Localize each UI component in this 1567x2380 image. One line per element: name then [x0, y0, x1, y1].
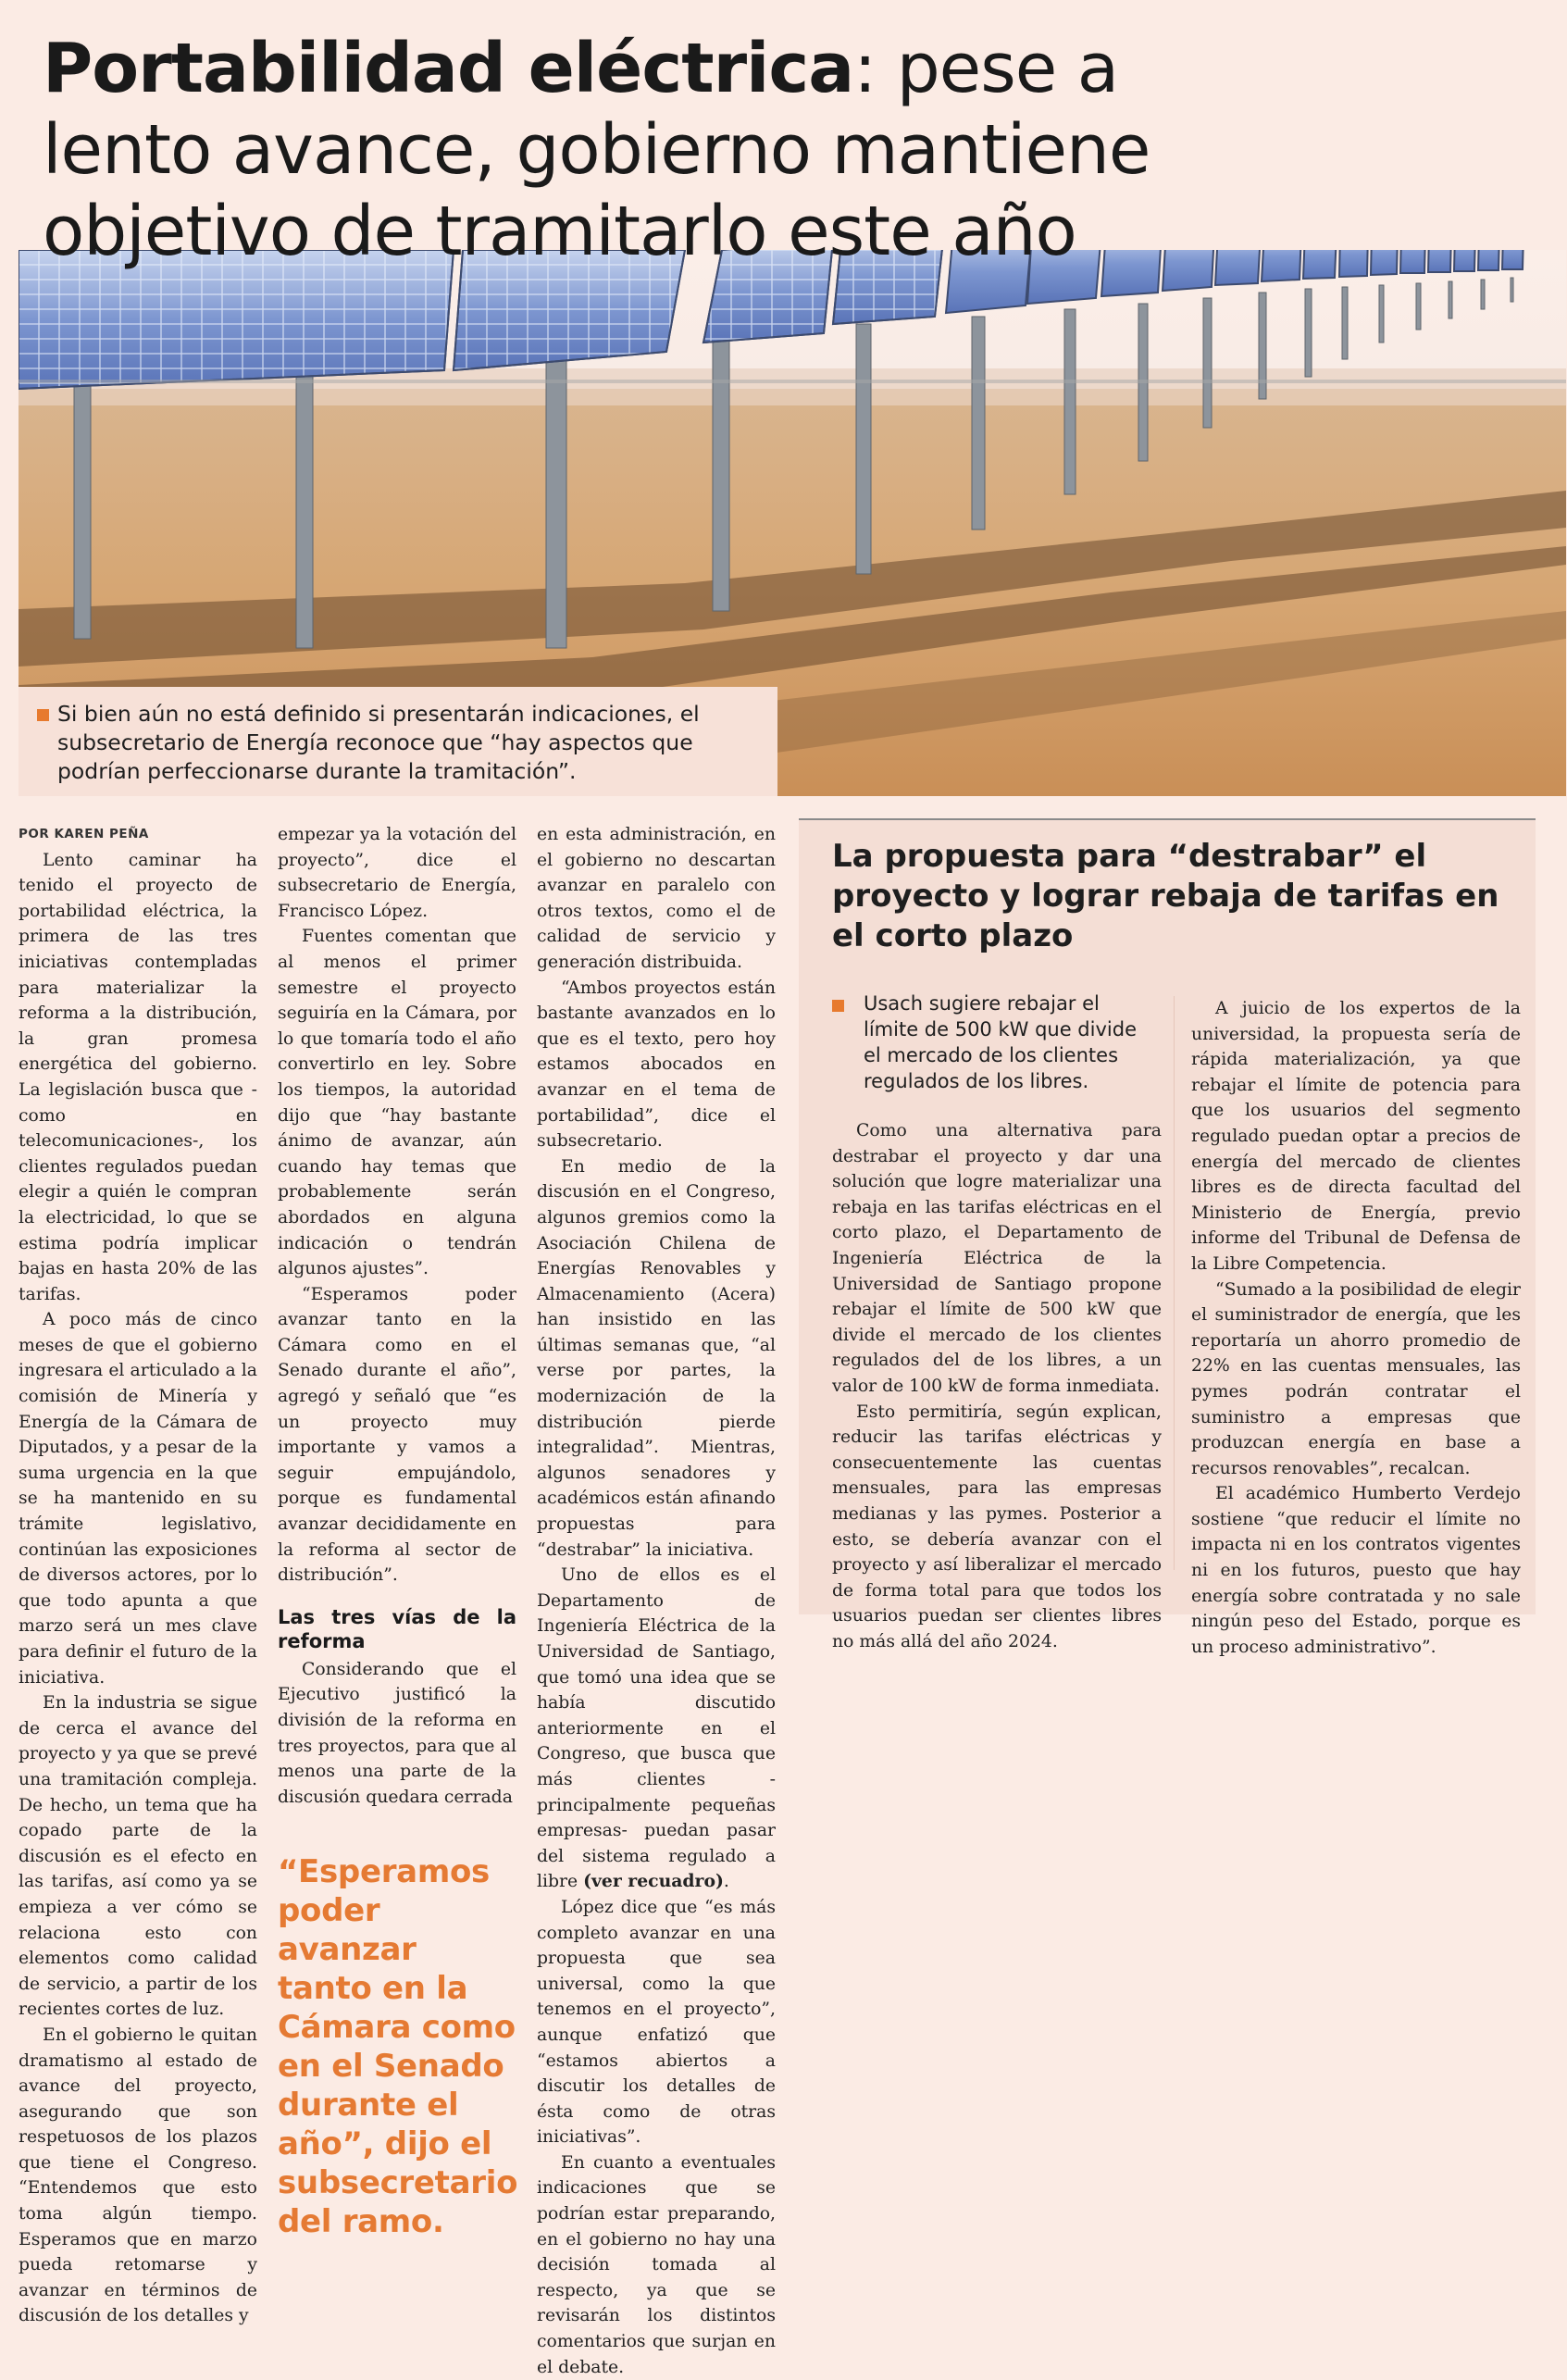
paragraph: El académico Humberto Verdejo sostiene “que reducir el límite no impacta ni en los contratos vigentes ni en los futuros, puesto que hay energía sobre contratada y no sale ningún peso del Estado, porque es un proceso administrativo”. [1191, 1484, 1521, 1657]
caption-text: Si bien aún no está definido si presentarán indicaciones, el subsecretario de Energía reconoce que “hay aspectos que podrían perfeccionarse durante la tramitación”. [57, 701, 700, 784]
paragraph [537, 1563, 776, 1895]
paragraph-text: Uno de ellos es el Departamento de Ingeniería Eléctrica de la Universidad de Santiago, que tomó una idea que se había discutido anteriormente en el Congreso, que busca que más clientes -principalmente pequeñas empresas- puedan pasar del sistema regulado a libre [537, 1565, 776, 1892]
divider [1174, 996, 1175, 1570]
paragraph: A juicio de los expertos de la universidad, la propuesta sería de rápida materialización, ya que rebajar el límite de potencia para que los usuarios del segmento regulado puedan optar a precios de energía del mercado de clientes libres es de directa facultad del Ministerio de Energía, previo informe del Tribunal de Defensa de la Libre Competencia. [1191, 999, 1521, 1274]
paragraph: “Sumado a la posibilidad de elegir el suministrador de energía, que les reportaría un ahorro promedio de 22% en las cuentas mensuales, las pymes podrán contratar el suministro a empresas que produzcan energía en base a recursos renovables”, recalcan. [1191, 1279, 1521, 1478]
paragraph: Esto permitiría, según explican, reducir las tarifas eléctricas y consecuentemente las cuentas mensuales, para las empresas medianas y las pymes. Posterior a esto, se debería avanzar con el proyecto y así liberalizar el mercado de forma total para que todos los usuarios puedan ser clientes libres no más allá del año 2024. [832, 1402, 1162, 1651]
paragraph: Considerando que el Ejecutivo justificó la división de la reforma en tres proyectos, para que al menos una parte de la discusión quedara cerrada [278, 1659, 516, 1807]
headline [43, 28, 1274, 272]
box-reference-link[interactable]: (ver recuadro) [583, 1871, 724, 1892]
sidebar-box [799, 818, 1536, 1657]
bullet-square-icon [832, 1000, 844, 1012]
paragraph: “Ambos proyectos están bastante avanzados en lo que es el texto, pero hoy estamos abocados en avanzar en el tema de portabilidad”, dice el subsecretario. [537, 978, 776, 1152]
paragraph: en esta administración, en el gobierno no descartan avanzar en paralelo con otros textos, como el de calidad de servicio y generación distribuida. [537, 825, 776, 972]
paragraph: Lento caminar ha tenido el proyecto de portabilidad eléctrica, la primera de las tres iniciativas contempladas para materializar la reforma a la distribución, la gran promesa energética del gobierno. La legislación busca que -como en telecomunicaciones-, los clientes regulados puedan elegir a quién le compran la electricidad, lo que se estima podría implicar bajas en hasta 20% de las tarifas. [19, 850, 257, 1304]
column-1 [19, 822, 257, 2329]
headline-rest: : pese a lento avance, gobierno mantiene objetivo de tramitarlo este año [43, 29, 1150, 271]
paragraph: A poco más de cinco meses de que el gobierno ingresara el articulado a la comisión de Minería y Energía de la Cámara de Diputados, y a pesar de la suma urgencia en la que se ha mantenido en su trámite legislativo, continúan las exposiciones de diversos actores, por lo que todo apunta a que marzo será un mes clave para definir el futuro de la iniciativa. [19, 1310, 257, 1688]
subheading: Las tres vías de la reforma [278, 1605, 516, 1652]
sidebar-column-2 [1191, 996, 1521, 1660]
column-3 [537, 822, 776, 2380]
paragraph: empezar ya la votación del proyecto”, dice el subsecretario de Energía, Francisco López. [278, 825, 516, 921]
paragraph: En la industria se sigue de cerca el avance del proyecto y ya que se prevé una tramitación compleja. De hecho, un tema que ha copado parte de la discusión es el efecto en las tarifas, así como ya se empieza a ver cómo se relaciona esto con elementos como calidad de servicio, a partir de los recientes cortes de luz. [19, 1693, 257, 2020]
bullet-square-icon [37, 709, 49, 721]
sidebar-title: La propuesta para “destrabar” el proyecto y lograr rebaja de tarifas en el corto plazo [832, 838, 1499, 954]
divider [799, 818, 1536, 820]
paragraph: En cuanto a eventuales indicaciones que se podrían estar preparando, en el gobierno no hay una decisión tomada al respecto, ya que se revisarán los distintos comentarios que surjan en el debate. [537, 2152, 776, 2377]
paragraph: En el gobierno le quitan dramatismo al estado de avance del proyecto, asegurando que son respetuosos de los plazos que tiene el Congreso. “Entendemos que esto toma algún tiempo. Esperamos que en marzo pueda retomarse y avanzar en términos de discusión de los detalles y [19, 2025, 257, 2326]
paragraph: Como una alternativa para destrabar el proyecto y dar una solución que logre materializar una rebaja en las tarifas eléctricas en el corto plazo, el Departamento de Ingeniería Eléctrica de la Universidad de Santiago propone rebajar el límite de 500 kW que divide el mercado de los clientes regulados del de los libres, a un valor de 100 kW de forma inmediata. [832, 1121, 1162, 1396]
paragraph: En medio de la discusión en el Congreso, algunos gremios como la Asociación Chilena de Energías Renovables y Almacenamiento (Acera) han insistido en las últimas semanas que, “al verse por partes, la modernización de la distribución pierde integralidad”. Mientras, algunos senadores y académicos están afinando propuestas para “destrabar” la iniciativa. [537, 1156, 776, 1560]
paragraph: López dice que “es más completo avanzar en una propuesta que sea universal, como la que tenemos en el proyecto”, aunque enfatizó que “estamos abiertos a discutir los detalles de ésta como de otras iniciativas”. [537, 1897, 776, 2148]
photo-caption [19, 687, 777, 796]
paragraph: “Esperamos poder avanzar tanto en la Cámara como en el Senado durante el año”, agregó y señaló que “es un proyecto muy importante y vamos a seguir empujándolo, porque es fundamental avanzar decididamente en la reforma al sector de distribución”. [278, 1284, 516, 1586]
column-2 [278, 822, 516, 2241]
sidebar-lead [832, 991, 1156, 1094]
paragraph: Fuentes comentan que al menos el primer semestre el proyecto seguiría en la Cámara, por lo que tomaría todo el año convertirlo en ley. Sobre los tiempos, la autoridad dijo que “hay bastante ánimo de avanzar, aún cuando hay temas que probablemente serán abordados en alguna indicación o tendrán algunos ajustes”. [278, 927, 516, 1279]
headline-bold: Portabilidad eléctrica [43, 29, 854, 108]
sidebar-column-1 [832, 1118, 1162, 1654]
paragraph-end: . [723, 1872, 729, 1892]
pull-quote: “Esperamos poder avanzar tanto en la Cámara como en el Senado durante el año”, dijo el subsecretario del ramo. [278, 1853, 518, 2241]
byline: POR KAREN PEÑA [19, 827, 149, 841]
sidebar-lead-text: Usach sugiere rebajar el límite de 500 kW que divide el mercado de los clientes regulados de los libres. [864, 992, 1137, 1092]
